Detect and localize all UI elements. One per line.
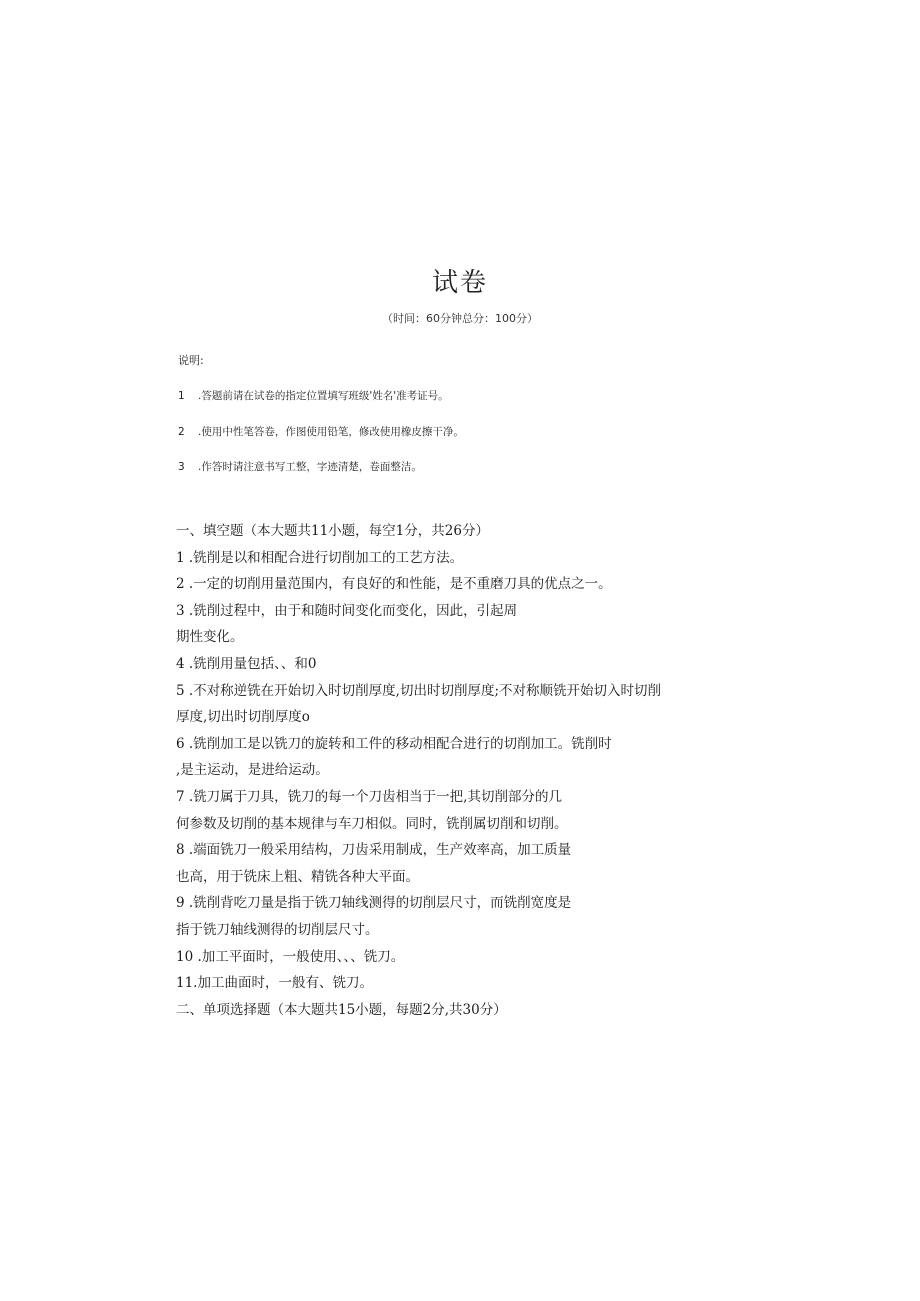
question-line: 2 .一定的切削用量范围内，有良好的和性能，是不重磨刀具的优点之一。 xyxy=(176,576,612,593)
question-line: 11.加工曲面时，一般有、铣刀。 xyxy=(176,975,373,992)
note-number: 1 xyxy=(178,390,185,402)
question-line: 10 .加工平面时，一般使用、、、铣刀。 xyxy=(176,948,405,965)
question-line: 也高，用于铣床上粗、精铣各种大平面。 xyxy=(176,868,419,885)
note-text: .作答时请注意书写工整，字迹清楚，卷面整洁。 xyxy=(198,461,422,473)
question-line: ,是主运动，是进给运动。 xyxy=(176,762,329,779)
question-line: 9 .铣削背吃刀量是指于铣刀轴线测得的切削层尺寸，而铣削宽度是 xyxy=(176,895,572,912)
question-line: 指于铣刀轴线测得的切削层尺寸。 xyxy=(176,921,379,938)
note-item xyxy=(178,424,464,439)
question-line: 何参数及切削的基本规律与车刀相似。同时，铣削属切削和切削。 xyxy=(176,815,568,832)
note-number: 2 xyxy=(178,426,185,438)
question-section xyxy=(176,518,736,1023)
section-heading-single-choice: 二、单项选择题（本大题共15小题，每题2分,共30分） xyxy=(176,1001,507,1018)
note-item xyxy=(178,388,449,403)
note-text: .使用中性笔答卷，作图使用铅笔，修改使用橡皮擦干净。 xyxy=(198,426,464,438)
question-line: 4 .铣削用量包括、、和0 xyxy=(176,655,317,672)
question-line: 5 .不对称逆铣在开始切入时切削厚度,切出时切削厚度;不对称顺铣开始切入时切削 xyxy=(176,682,662,699)
section-heading-fill-blank: 一、填空题（本大题共11小题，每空1分，共26分） xyxy=(176,523,489,539)
question-line: 7 .铣刀属于刀具，铣刀的每一个刀齿相当于一把,其切削部分的几 xyxy=(176,788,562,805)
notes-heading: 说明: xyxy=(178,354,204,367)
question-line: 1 .铣削是以和相配合进行切削加工的工艺方法。 xyxy=(176,549,464,566)
note-number: 3 xyxy=(178,461,185,473)
note-text: .答题前请在试卷的指定位置填写班级'姓名'准考证号。 xyxy=(198,390,449,402)
question-line: 6 .铣削加工是以铣刀的旋转和工件的移动相配合进行的切削加工。铣削时 xyxy=(176,735,612,752)
exam-time-score: （时间：60分钟总分：100分） xyxy=(382,312,538,325)
question-line: 3 .铣削过程中，由于和随时间变化而变化，因此，引起周 xyxy=(176,602,518,619)
question-line: 期性变化。 xyxy=(176,629,244,646)
question-line: 8 .端面铣刀一般采用结构，刀齿采用制成，生产效率高，加工质量 xyxy=(176,842,572,859)
page-title: 试卷 xyxy=(431,268,488,298)
note-item xyxy=(178,459,422,474)
question-line: 厚度,切出时切削厚度o xyxy=(176,709,310,726)
